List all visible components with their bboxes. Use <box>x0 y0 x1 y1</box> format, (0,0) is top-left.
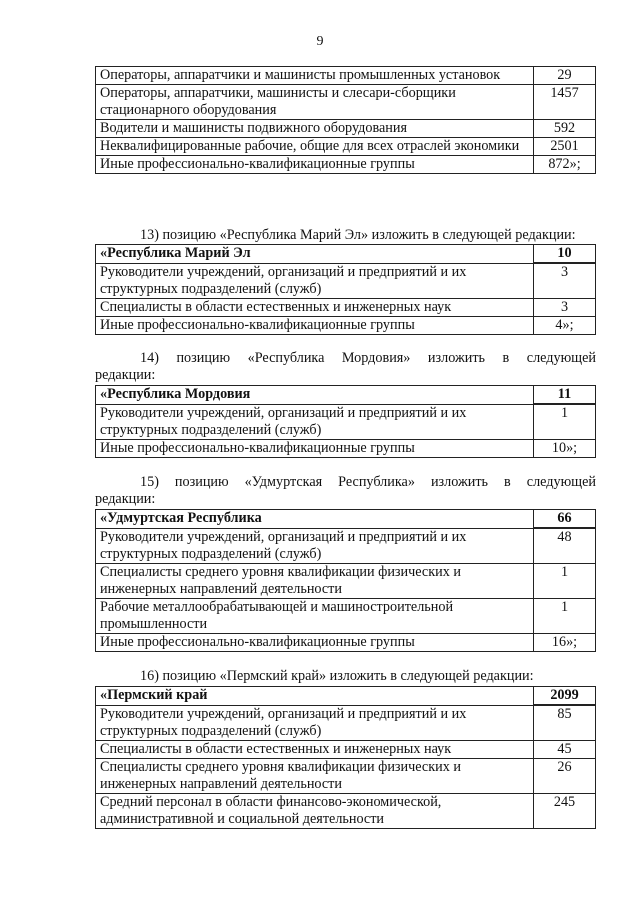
row-label: Операторы, аппаратчики и машинисты промышленных установок <box>96 67 534 85</box>
table-row <box>96 85 596 120</box>
paragraph-14-line1: 14) позицию «Республика Мордовия» изложить в следующей <box>140 350 596 366</box>
region-name: «Республика Марий Эл <box>96 245 534 264</box>
row-value: 85 <box>534 705 596 740</box>
table-row <box>96 758 596 793</box>
table-header-row <box>96 245 596 264</box>
row-value: 3 <box>534 298 596 316</box>
row-value: 10»; <box>534 439 596 457</box>
region-total: 11 <box>534 386 596 405</box>
row-value: 1 <box>534 404 596 439</box>
table-row <box>96 404 596 439</box>
table-row <box>96 528 596 563</box>
row-value: 1 <box>534 598 596 633</box>
region-total: 2099 <box>534 687 596 706</box>
row-value: 245 <box>534 793 596 828</box>
row-value: 872»; <box>534 156 596 174</box>
row-value: 2501 <box>534 138 596 156</box>
table-row <box>96 563 596 598</box>
row-value: 48 <box>534 528 596 563</box>
paragraph-15-line2: редакции: <box>95 491 156 507</box>
region-total: 10 <box>534 245 596 264</box>
row-label: Водители и машинисты подвижного оборудования <box>96 120 534 138</box>
table-continuation <box>95 66 596 174</box>
row-label: Специалисты в области естественных и инженерных наук <box>96 740 534 758</box>
region-total: 66 <box>534 510 596 529</box>
row-value: 1457 <box>534 85 596 120</box>
table-row <box>96 705 596 740</box>
row-label: Руководители учреждений, организаций и предприятий и их структурных подразделений (служб) <box>96 528 534 563</box>
row-value: 26 <box>534 758 596 793</box>
table-row <box>96 740 596 758</box>
table-mordovia <box>95 385 596 458</box>
table-row <box>96 138 596 156</box>
table-row <box>96 67 596 85</box>
table-row <box>96 633 596 651</box>
table-row <box>96 120 596 138</box>
row-value: 45 <box>534 740 596 758</box>
table-header-row <box>96 510 596 529</box>
region-name: «Пермский край <box>96 687 534 706</box>
row-value: 3 <box>534 263 596 298</box>
table-row <box>96 598 596 633</box>
table-udmurtia <box>95 509 596 652</box>
row-label: Специалисты среднего уровня квалификации физических и инженерных направлений деятельности <box>96 758 534 793</box>
table-header-row <box>96 386 596 405</box>
row-value: 29 <box>534 67 596 85</box>
row-value: 592 <box>534 120 596 138</box>
row-value: 4»; <box>534 316 596 334</box>
table-row <box>96 263 596 298</box>
row-label: Руководители учреждений, организаций и предприятий и их структурных подразделений (служб) <box>96 263 534 298</box>
row-label: Специалисты в области естественных и инженерных наук <box>96 298 534 316</box>
table-row <box>96 298 596 316</box>
table-row <box>96 156 596 174</box>
row-label: Руководители учреждений, организаций и предприятий и их структурных подразделений (служб) <box>96 705 534 740</box>
paragraph-14-line2: редакции: <box>95 367 156 383</box>
table-mari-el <box>95 244 596 335</box>
row-label: Иные профессионально-квалификационные группы <box>96 633 534 651</box>
region-name: «Удмуртская Республика <box>96 510 534 529</box>
row-label: Средний персонал в области финансово-экономической, административной и социальной деятельности <box>96 793 534 828</box>
row-label: Неквалифицированные рабочие, общие для всех отраслей экономики <box>96 138 534 156</box>
row-value: 1 <box>534 563 596 598</box>
row-label: Операторы, аппаратчики, машинисты и слесари-сборщики стационарного оборудования <box>96 85 534 120</box>
table-row <box>96 793 596 828</box>
row-label: Руководители учреждений, организаций и предприятий и их структурных подразделений (служб) <box>96 404 534 439</box>
row-label: Рабочие металлообрабатывающей и машиностроительной промышленности <box>96 598 534 633</box>
table-row <box>96 439 596 457</box>
row-label: Иные профессионально-квалификационные группы <box>96 439 534 457</box>
paragraph-14 <box>95 350 596 384</box>
row-value: 16»; <box>534 633 596 651</box>
paragraph-15 <box>95 474 596 508</box>
paragraph-16: 16) позицию «Пермский край» изложить в следующей редакции: <box>140 668 534 684</box>
table-header-row <box>96 687 596 706</box>
page-number: 9 <box>316 34 324 49</box>
paragraph-15-line1: 15) позицию «Удмуртская Республика» изложить в следующей <box>140 474 596 490</box>
region-name: «Республика Мордовия <box>96 386 534 405</box>
table-row <box>96 316 596 334</box>
paragraph-13: 13) позицию «Республика Марий Эл» изложить в следующей редакции: <box>140 227 576 243</box>
row-label: Иные профессионально-квалификационные группы <box>96 156 534 174</box>
row-label: Специалисты среднего уровня квалификации физических и инженерных направлений деятельности <box>96 563 534 598</box>
row-label: Иные профессионально-квалификационные группы <box>96 316 534 334</box>
table-perm-krai <box>95 686 596 829</box>
